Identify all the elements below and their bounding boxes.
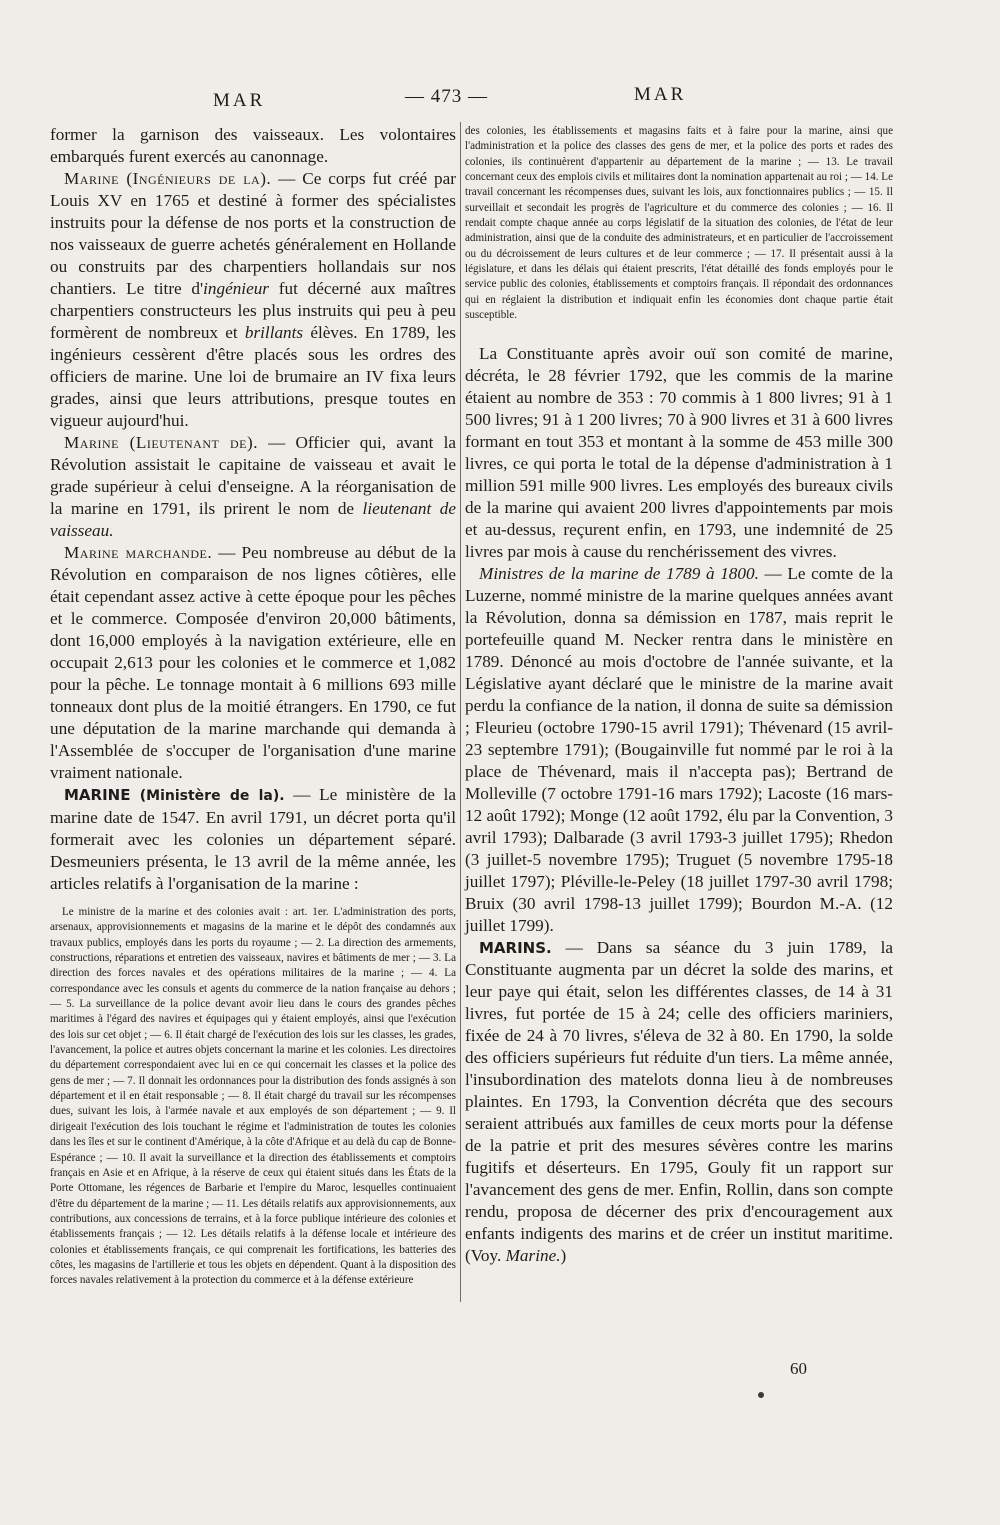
page-number: — 473 — bbox=[405, 86, 488, 107]
entry-marine-ministere bbox=[50, 784, 456, 895]
entry-marine-ingenieurs bbox=[50, 168, 456, 432]
entry-heading: Marine (Lieutenant de). bbox=[64, 433, 258, 452]
entry-heading-bold: MARINE bbox=[64, 786, 131, 804]
running-head-left: MAR bbox=[213, 90, 266, 111]
column-rule bbox=[460, 122, 461, 1302]
entry-marine-marchande bbox=[50, 542, 456, 784]
entry-italic: lieutenant de vaisseau. bbox=[50, 499, 456, 540]
entry-text: — Dans sa séance du 3 juin 1789, la Constituante augmenta par un décret la solde des marins, et leur paye qui était, selon les différentes classes, de 14 à 31 livres, fut portée de 15 à 24; celle des officiers mariniers, fixée de 24 à 70 livres, s'éleva de 32 à 80. En 1790, la solde des officiers supérieurs fut réduite d'un tiers. La même année, l'insubordination des matelots donna lieu à de nombreuses plaintes. En 1793, la Convention décréta que des secours seraient attribués aux familles de ceux morts pour la défense de la patrie et prit des mesures sévères contre les marins fugitifs et déserteurs. En 1795, Gouly fit un rapport sur l'avancement des gens de mer. Enfin, Rollin, dans son compte rendu, proposa de décerner des prix d'encouragement aux enfants indigents des marins et de créer un institut maritime. (Voy. bbox=[465, 938, 893, 1266]
entry-text: fut décerné aux maîtres charpentiers constructeurs les plus instruits qui peu à peu formèrent de nombreux et bbox=[50, 279, 456, 342]
entry-text: élèves. En 1789, les ingénieurs cessèrent d'être placés sous les ordres des officiers de marine. Une loi de brumaire an IV fixa leurs grades, ainsi que leurs attributions, presque toutes en vigueur aujourd'hui. bbox=[50, 323, 456, 430]
entry-text: — Ce corps fut créé par Louis XV en 1765 et destiné à former des spécialistes instruits pour la défense de nos ports et la construction de nos vaisseaux de guerre achetés généralement en Hollande ou construits par des charpentiers hollandais sur nos chantiers. Le titre d' bbox=[50, 169, 456, 298]
entry-heading-bold-sub: (Ministère de la). bbox=[130, 788, 285, 804]
left-column bbox=[50, 124, 456, 1289]
right-column bbox=[465, 124, 893, 1267]
entry-italic-heading: Ministres de la marine de 1789 à 1800. bbox=[479, 564, 759, 584]
entry-heading: Marine marchande. bbox=[64, 543, 213, 562]
entry-text: ) bbox=[560, 1246, 567, 1266]
entry-text: — Le comte de la Luzerne, nommé ministre de la marine quelques années avant la Révolution, donna sa démission en 1787, mais reprit le portefeuille quand M. Necker rentra dans le ministère en 1789. Dénoncé au mois d'octobre de l'année suivante, et la Législative ayant déclaré que le ministre de la marine avait perdu la confiance de la nation, il donna de suite sa démission ; Fleurieu (octobre 1790-15 avril 1791); Thévenard (15 avril-23 septembre 1791); (Bougainville fut nommé par le roi à la place de Thévenard, mais il n'accepta pas); Bertrand de Molleville (7 octobre 1791-16 mars 1792); Lacoste (16 mars-12 août 1792); Monge (12 août 1792, élu par la Convention, 3 avril 1793); Dalbarade (3 avril 1793-3 juillet 1795); Rhedon (3 juillet-5 novembre 1795); Truguet (5 novembre 1795-18 juillet 1797); Pléville-le-Peley (18 juillet 1797-30 avril 1798; Bruix (30 avril 1798-13 juillet 1799); Bourdon M.-A. (12 juillet 1799). bbox=[465, 564, 893, 936]
decree-articles-continued: des colonies, les établissements et magasins faits et à faire pour la marine, ainsi que l'administration et la police des classes des gens de mer, et la police des ports et rades des colonies, ils continuèrent d'appartenir au département de la marine ; — 13. Le travail concernant ceux des emplois civils et militaires dont la nomination appartenait au roi ; — 14. Le travail concernant les récompenses dues, suivant les lois, aux fonctionnaires publics ; — 15. Il surveillait et secondait les progrès de l'agriculture et du commerce des colonies ; — 16. Il rendait compte chaque année au corps législatif de la situation des colonies, de l'état de leur administration, ainsi que de la conduite des administrateurs, et en particulier de l'accroissement ou du décroissement de leurs cultures et de leur commerce ; — 17. Il présentait aussi à la législature, et dans les délais qui étaient prescrits, l'état détaillé des fonds employés pour le service public des colonies, établissements et comptoirs français. Il répondait des ordonnances qui en réglaient la distribution et indiquait enfin les économies dont chaque partie était susceptible. bbox=[465, 125, 893, 322]
entry-italic: ingénieur bbox=[203, 279, 269, 298]
running-head-right: MAR bbox=[634, 84, 687, 105]
entry-ministres-marine bbox=[465, 563, 893, 937]
entry-text: — Officier qui, avant la Révolution assistait le capitaine de vaisseau et avait le grade supérieur à celui d'enseigne. A la réorganisation de la marine en 1791, ils prirent le nom de bbox=[50, 433, 456, 518]
entry-marine-lieutenant bbox=[50, 432, 456, 542]
entry-continuation: former la garnison des vaisseaux. Les volontaires embarqués furent exercés au canonnage. bbox=[50, 125, 456, 166]
entry-italic: brillants bbox=[244, 323, 304, 342]
entry-text: — Peu nombreuse au début de la Révolution en comparaison de nos lignes côtières, elle était cependant assez active à cette époque pour les pêches et le commerce. Composée d'environ 20,000 bâtiments, dont 16,000 employés à la navigation extérieure, elle en occupait 2,613 pour les colonies et le commerce et 1,082 pour la pêche. Le tonnage montait à 6 millions 693 mille tonneaux dont plus de la moitié étrangers. En 1790, ce fut une députation de la marine marchande qui demanda à l'Assemblée de s'occuper de l'organisation d'une marine vraiment nationale. bbox=[50, 543, 456, 782]
entry-marins bbox=[465, 937, 893, 1267]
entry-heading: Marine (Ingénieurs de la). bbox=[64, 169, 272, 188]
entry-commis-marine: La Constituante après avoir ouï son comité de marine, décréta, le 28 février 1792, que les commis de la marine étaient au nombre de 353 : 70 commis à 1 800 livres; 91 à 1 500 livres; 91 à 1 200 livres; 70 à 900 livres et 31 à 600 livres formant en tout 353 et montant à la somme de 453 mille 300 livres, ce qui porta le total de la dépense d'administration à 1 million 591 mille 900 livres. Les employés des bureaux civils de la marine qui avaient 200 livres d'appointements par mois et au-dessus, reçurent enfin, en 1793, une indemnité de 25 livres par mois à cause du renchérissement des vivres. bbox=[465, 344, 893, 562]
decree-articles: Le ministre de la marine et des colonies avait : art. 1er. L'administration des ports, arsenaux, approvisionnements et magasins de la marine et le dépôt des condamnés aux travaux publics, employés dans les ports du royaume ; — 2. La direction des armements, constructions, réparations et entretien des vaisseaux, navires et bâtiments de mer ; — 3. La direction des forces navales et des opérations militaires de la marine ; — 4. La correspondance avec les consuls et agents du commerce de la nation française au dehors ; — 5. La surveillance de la police devant avoir lieu dans le cours des grandes pêches maritimes à l'égard des navires et équipages qui y étaient employés, ainsi que l'exécution des lois sur cet objet ; — 6. Il était chargé de l'exécution des lois sur les classes, les grades, l'avancement, la police et autres objets concernant la marine et les colonies. Les directoires du département correspondaient avec lui en ce qui concernait les classes et la police des gens de mer ; — 7. Il donnait les ordonnances pour la distribution des fonds assignés à son département et il en était responsable ; — 8. Il était chargé du travail sur les récompenses dues, suivant les lois, à l'armée navale et aux employés de son département ; — 9. Il dirigeait l'exécution des lois touchant le régime et l'administration de toutes les colonies dans les îles et sur le continent d'Amérique, à la côte d'Afrique et au delà du cap de Bonne-Espérance ; — 10. Il avait la surveillance et la direction des établissements et comptoirs français en Asie et en Afrique, à la réserve de ceux qui étaient situés dans les États de la Porte Ottomane, les régences de Barbarie et l'empire du Maroc, lesquelles continuaient d'être du département de la marine ; — 11. Les détails relatifs aux approvisionnements, aux contributions, aux concessions de terrains, et à la force publique intérieure des colonies et établissements français ; — 12. Les détails relatifs à la défense locale et intérieure des colonies et établissements français, ce qui comprenait les fortifications, les batteries des côtes, les magasins de l'artillerie et tous les objets en dépendent. Quant à la disposition des forces navales relativement à la protection du commerce et à la défense extérieure bbox=[50, 906, 456, 1287]
cross-reference: Marine. bbox=[505, 1246, 561, 1266]
ink-dot bbox=[758, 1392, 764, 1398]
entry-heading-bold: MARINS. bbox=[479, 939, 552, 958]
entry-text: — Le ministère de la marine date de 1547. En avril 1791, un décret porta qu'il formerait avec les colonies un département séparé. Desmeuniers présenta, le 13 avril de la même année, les articles relatifs à l'organisation de la marine : bbox=[50, 785, 456, 893]
running-header bbox=[0, 84, 1000, 114]
signature-mark: 60 bbox=[790, 1359, 807, 1378]
